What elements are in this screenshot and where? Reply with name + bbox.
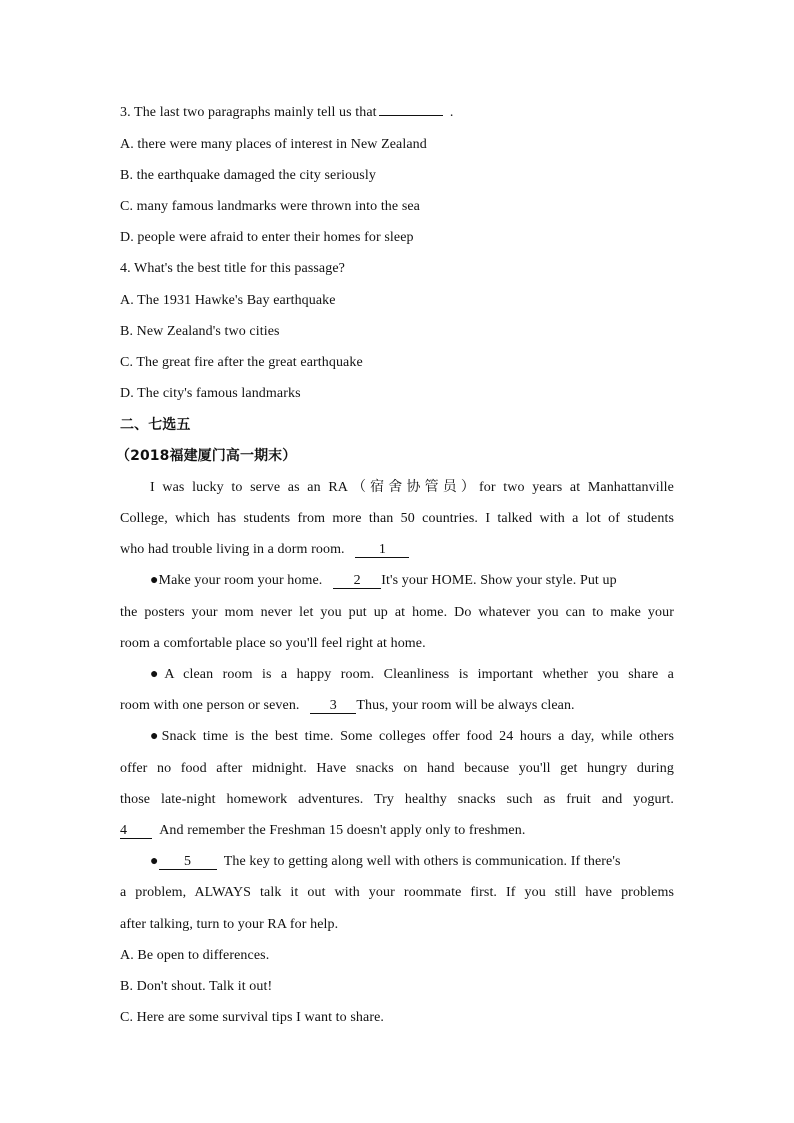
question-4-option-a: A. The 1931 Hawke's Bay earthquake (120, 293, 336, 308)
question-4-option-b: B. New Zealand's two cities (120, 324, 280, 339)
question-4-option-d: D. The city's famous landmarks (120, 386, 301, 401)
choice-c: C. Here are some survival tips I want to share. (120, 1010, 385, 1025)
passage-p4-line4-text: And remember the Freshman 15 doesn't apply only to freshmen. (159, 823, 526, 838)
section-source: （2018福建厦门高一期末） (116, 448, 297, 464)
passage-p5-line3: after talking, turn to your RA for help. (120, 917, 339, 932)
question-3-text: 3. The last two paragraphs mainly tell us that (120, 105, 377, 120)
question-3-stem (120, 104, 454, 122)
passage-p1-line1: I was lucky to serve as an RA（宿舍协管员）for two years at Manhattanville (150, 480, 674, 495)
question-3-option-b: B. the earthquake damaged the city seriously (120, 168, 376, 183)
passage-p1-line3-text: who had trouble living in a dorm room. (120, 542, 345, 557)
passage-p3-line2-text-b: Thus, your room will be always clean. (356, 698, 575, 713)
blank-3: 3 (310, 699, 356, 714)
choice-a: A. Be open to differences. (120, 948, 270, 963)
passage-p5-line2: a problem, ALWAYS talk it out with your roommate first. If you still have problems (120, 885, 674, 900)
question-3-option-d: D. people were afraid to enter their homes for sleep (120, 230, 414, 245)
passage-p4-line1: ●Snack time is the best time. Some colleges offer food 24 hours a day, while others (150, 729, 674, 744)
passage-p4-line2: offer no food after midnight. Have snacks on hand because you'll get hungry during (120, 761, 674, 776)
blank-4: 4 (120, 824, 152, 839)
passage-p2-heading: ●Make your room your home. (150, 573, 323, 588)
choice-b: B. Don't shout. Talk it out! (120, 979, 273, 994)
bullet-icon: ● (150, 854, 159, 869)
passage-p2-line1-text: It's your HOME. Show your style. Put up (381, 573, 617, 588)
question-3-option-c: C. many famous landmarks were thrown into the sea (120, 199, 420, 214)
question-3-period: . (449, 105, 454, 120)
section-title: 二、七选五 (120, 417, 191, 433)
passage-p3-line2-text: room with one person or seven. (120, 698, 300, 713)
question-4-stem: 4. What's the best title for this passage? (120, 261, 345, 276)
blank-5: 5 (159, 855, 217, 870)
question-3-option-a: A. there were many places of interest in New Zealand (120, 137, 427, 152)
passage-p4-line3: those late-night homework adventures. Try healthy snacks such as fruit and yogurt. (120, 792, 674, 807)
passage-p2-line3: room a comfortable place so you'll feel right at home. (120, 636, 426, 651)
passage-p5-line1 (150, 853, 674, 871)
blank-2: 2 (333, 574, 381, 589)
question-4-option-c: C. The great fire after the great earthquake (120, 355, 363, 370)
passage-p3-line1: ●A clean room is a happy room. Cleanliness is important whether you share a (150, 667, 674, 682)
passage-p4-line4 (120, 822, 525, 840)
passage-p1-line2: College, which has students from more than 50 countries. I talked with a lot of students (120, 511, 674, 526)
passage-p1-line3 (120, 541, 409, 559)
blank-1: 1 (355, 543, 409, 558)
question-3-blank (379, 115, 443, 116)
passage-p2-line1 (150, 572, 674, 590)
passage-p2-line2: the posters your mom never let you put up at home. Do whatever you can to make your (120, 605, 674, 620)
passage-p3-line2 (120, 697, 575, 715)
passage-p5-line1-text: The key to getting along well with others is communication. If there's (223, 854, 621, 869)
